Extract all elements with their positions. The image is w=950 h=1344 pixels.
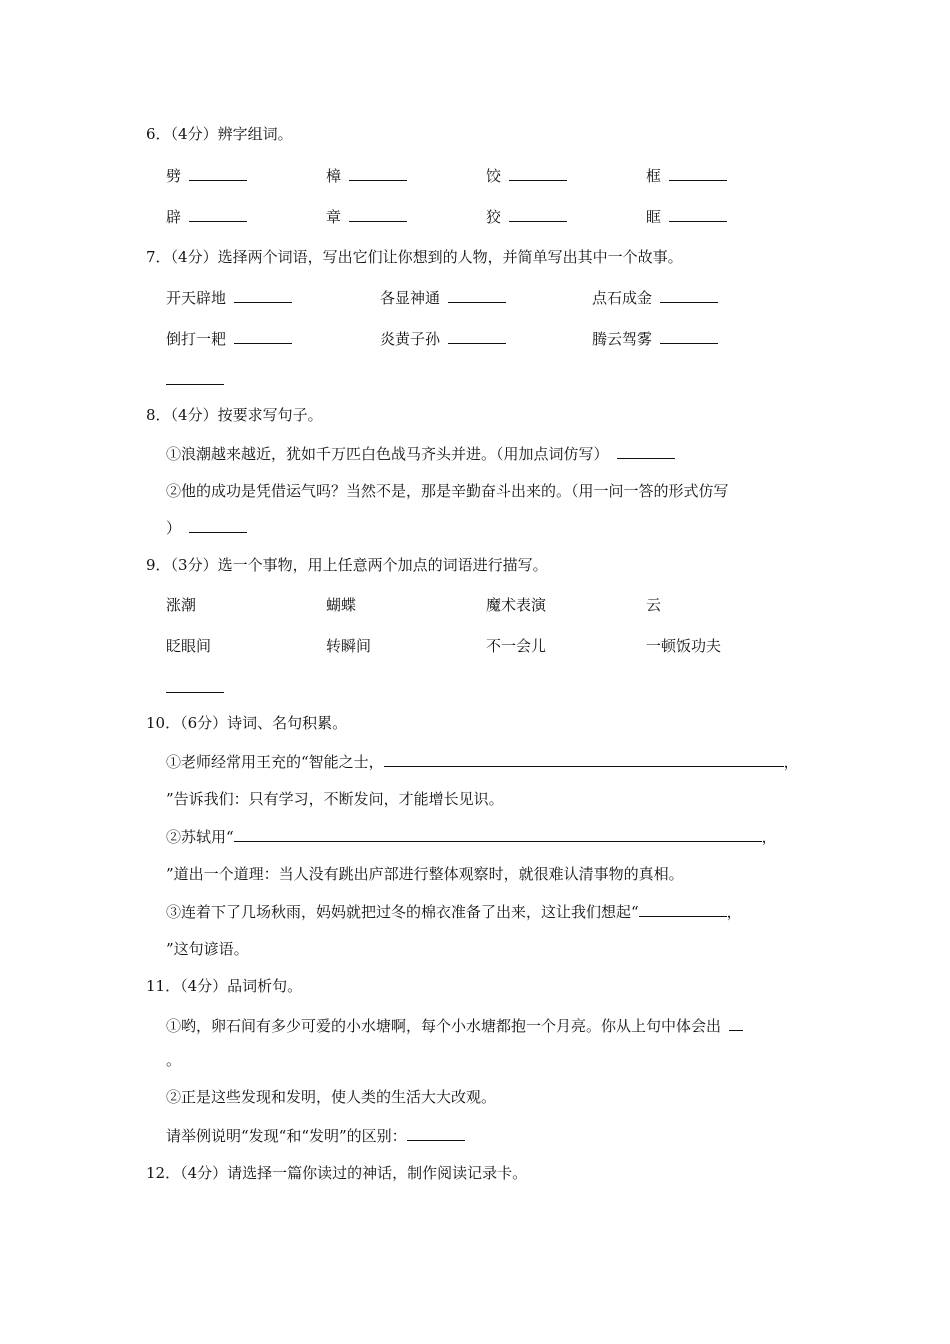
q6-char: 劈: [166, 167, 182, 185]
q6-row2-item: [326, 206, 407, 227]
q6-title: 6．（4分）辨字组词。: [146, 125, 293, 143]
q6-row2-item: [486, 206, 567, 227]
answer-blank[interactable]: [617, 443, 675, 459]
q10-item3-line2: ”这句谚语。: [166, 940, 249, 958]
q6-row2-item: [646, 206, 727, 227]
answer-blank[interactable]: [448, 328, 506, 344]
q11-item2: ②正是这些发现和发明，使人类的生活大大改观。: [166, 1088, 497, 1106]
answer-blank[interactable]: [448, 287, 506, 303]
q10-title: 10．（6分）诗词、名句积累。: [146, 714, 348, 732]
q6-row1-item: [166, 165, 247, 186]
q10-item2-line1: [166, 826, 777, 847]
q6-char: 章: [326, 208, 342, 226]
q9-word: 转瞬间: [326, 637, 372, 655]
q7-word: 腾云驾雾: [592, 330, 653, 348]
q7-word: 开天辟地: [166, 289, 227, 307]
q9-thing: 涨潮: [166, 596, 197, 614]
q7-row1-item: [592, 287, 718, 308]
q10-item1-comma: ，: [783, 753, 799, 771]
answer-blank[interactable]: [189, 206, 247, 222]
q9-thing: 蝴蝶: [326, 596, 357, 614]
q9-word: 不一会儿: [486, 637, 547, 655]
q10-item3-comma: ，: [726, 903, 742, 921]
q10-item1-line1: [166, 751, 799, 772]
q10-item2-line2: ”道出一个道理：当人没有跳出庐部进行整体观察时，就很难认清事物的真相。: [166, 865, 684, 883]
answer-blank[interactable]: [639, 901, 727, 917]
answer-blank[interactable]: [234, 826, 762, 842]
q6-row1-item: [326, 165, 407, 186]
q6-char: 饺: [486, 167, 502, 185]
q7-title: 7．（4分）选择两个词语，写出它们让你想到的人物，并简单写出其中一个故事。: [146, 248, 683, 266]
q9-word: 眨眼间: [166, 637, 212, 655]
q6-char: 狡: [486, 208, 502, 226]
answer-blank[interactable]: [234, 287, 292, 303]
answer-blank[interactable]: [669, 206, 727, 222]
answer-blank[interactable]: [407, 1125, 465, 1141]
q10-item1-line2: ”告诉我们：只有学习，不断发问，才能增长见识。: [166, 790, 504, 808]
q8-item2-line1: ②他的成功是凭借运气吗？当然不是，那是辛勤奋斗出来的。（用一问一答的形式仿写: [166, 482, 729, 500]
q11-title: 11．（4分）品词析句。: [146, 977, 303, 995]
q7-word: 倒打一耙: [166, 330, 227, 348]
q9-answer-line: [166, 677, 224, 698]
answer-blank[interactable]: [729, 1015, 743, 1031]
q7-word: 炎黄子孙: [380, 330, 441, 348]
q6-char: 框: [646, 167, 662, 185]
q7-word: 点石成金: [592, 289, 653, 307]
q9-title: 9．（3分）选一个事物，用上任意两个加点的词语进行描写。: [146, 556, 548, 574]
answer-blank[interactable]: [349, 206, 407, 222]
q7-row1-item: [166, 287, 292, 308]
q10-item1-text: ①老师经常用王充的“智能之士，: [166, 753, 384, 771]
q8-title: 8．（4分）按要求写句子。: [146, 406, 323, 424]
q8-item1-text: ①浪潮越来越近，犹如千万匹白色战马齐头并进。（用加点词仿写）: [166, 445, 609, 463]
q11-item1-line2: 。: [166, 1051, 182, 1069]
q7-answer-line: [166, 369, 224, 390]
answer-blank[interactable]: [189, 517, 247, 533]
answer-blank[interactable]: [234, 328, 292, 344]
answer-blank[interactable]: [384, 751, 784, 767]
answer-blank[interactable]: [509, 165, 567, 181]
q6-row2-item: [166, 206, 247, 227]
q7-word: 各显神通: [380, 289, 441, 307]
q10-item3-line1: [166, 901, 742, 922]
q8-item2-line2: [166, 517, 247, 538]
q12-title: 12．（4分）请选择一篇你读过的神话，制作阅读记录卡。: [146, 1164, 528, 1182]
q11-item2-question: [166, 1125, 465, 1146]
q11-item1-text: ①哟，卵石间有多少可爱的小水塘啊，每个小水塘都抱一个月亮。你从上句中体会出: [166, 1017, 722, 1035]
q7-row2-item: [380, 328, 506, 349]
q6-char: 眶: [646, 208, 662, 226]
q8-item2-close: ）: [166, 519, 182, 537]
q6-char: 辟: [166, 208, 182, 226]
answer-blank[interactable]: [166, 369, 224, 385]
q7-row2-item: [592, 328, 718, 349]
q9-word: 一顿饭功夫: [646, 637, 722, 655]
q10-item2-comma: ，: [761, 828, 777, 846]
answer-blank[interactable]: [189, 165, 247, 181]
q6-char: 樟: [326, 167, 342, 185]
answer-blank[interactable]: [660, 287, 718, 303]
q6-row1-item: [646, 165, 727, 186]
q7-row1-item: [380, 287, 506, 308]
q9-thing: 云: [646, 596, 662, 614]
answer-blank[interactable]: [669, 165, 727, 181]
answer-blank[interactable]: [349, 165, 407, 181]
q11-item2-question-text: 请举例说明“发现“和“发明”的区别：: [166, 1127, 407, 1145]
q8-item1: [166, 443, 675, 464]
answer-blank[interactable]: [166, 677, 224, 693]
answer-blank[interactable]: [509, 206, 567, 222]
q11-item1-line1: [166, 1015, 743, 1036]
q7-row2-item: [166, 328, 292, 349]
q9-thing: 魔术表演: [486, 596, 547, 614]
q6-row1-item: [486, 165, 567, 186]
q10-item2-text: ②苏轼用“: [166, 828, 234, 846]
q10-item3-text: ③连着下了几场秋雨，妈妈就把过冬的棉衣准备了出来，这让我们想起“: [166, 903, 639, 921]
answer-blank[interactable]: [660, 328, 718, 344]
